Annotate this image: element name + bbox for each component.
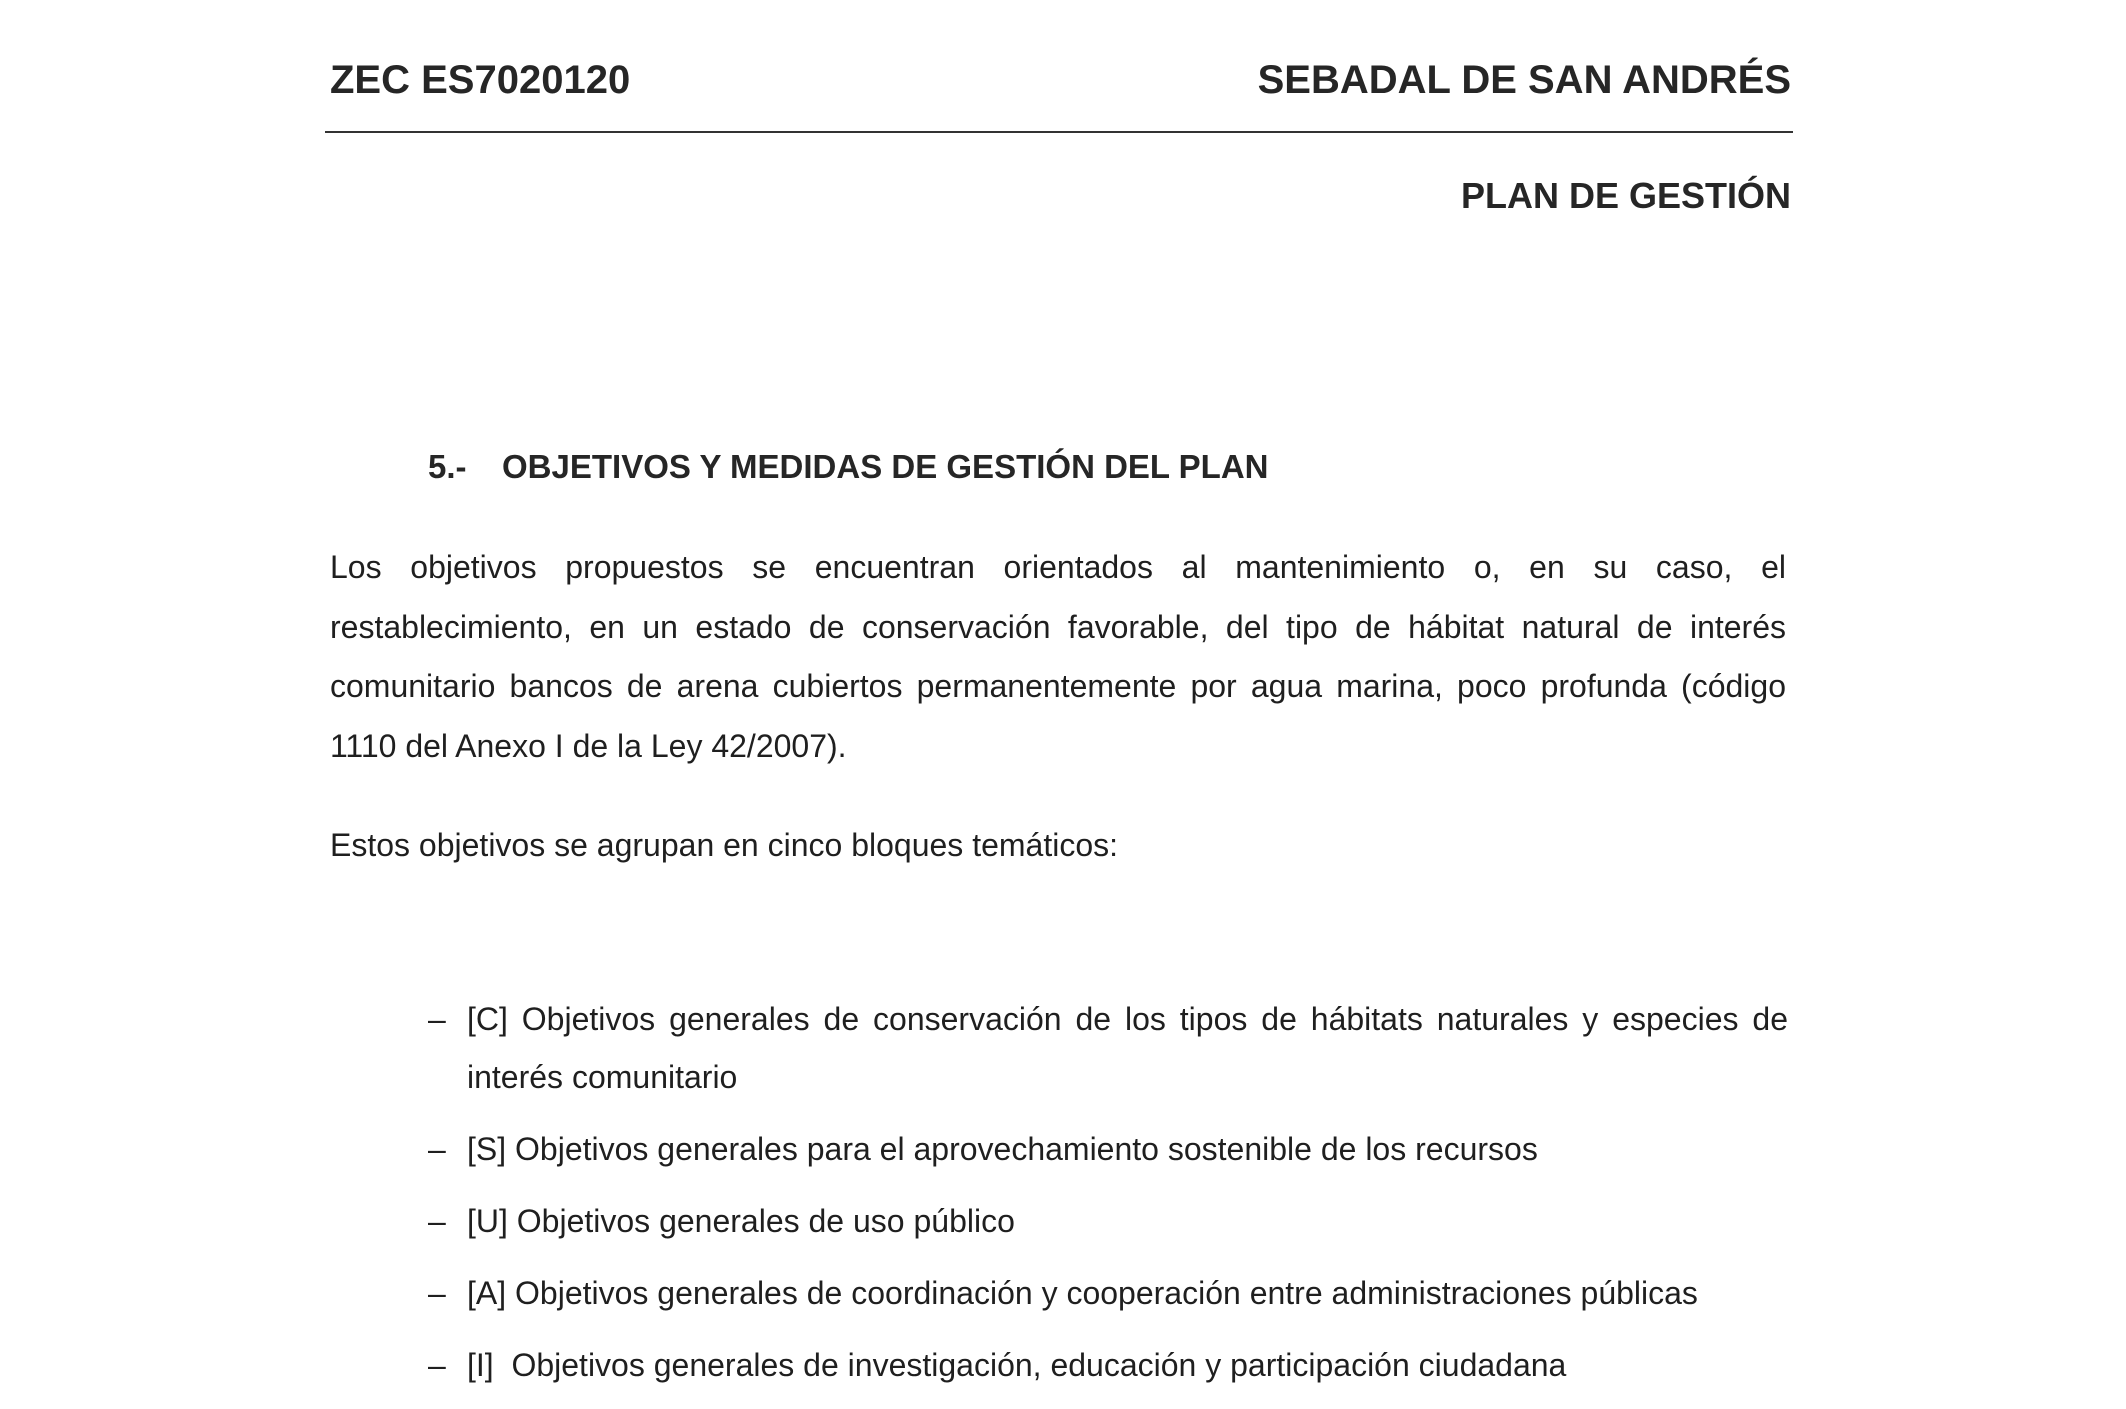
list-dash: – [428,1131,446,1167]
list-item-text: [U] Objetivos generales de uso público [467,1203,1015,1239]
header-site-name: SEBADAL DE SAN ANDRÉS [1257,58,1791,102]
list-item [428,1336,1788,1394]
list-dash: – [428,1203,446,1239]
section-number: 5.- [428,448,467,485]
list-item-text: [C] Objetivos generales de conservación de los tipos de hábitats naturales y especies de interés comunitario [467,1001,1788,1095]
list-item-text: [A] Objetivos generales de coordinación y cooperación entre administraciones públicas [467,1275,1698,1311]
header-divider [325,131,1793,133]
list-dash: – [428,1347,446,1383]
body-paragraph-blocks-intro: Estos objetivos se agrupan en cinco bloques temáticos: [330,827,1119,863]
document-subtitle: PLAN DE GESTIÓN [1460,175,1791,216]
thematic-blocks-list [428,990,1788,1408]
list-item [428,1120,1788,1178]
section-heading [428,448,1268,486]
list-item [428,1192,1788,1250]
list-item-text: [I] Objetivos generales de investigación, educación y participación ciudadana [467,1347,1567,1383]
list-dash: – [428,1275,446,1311]
list-dash: – [428,1001,446,1037]
header-zec-code: ZEC ES7020120 [330,58,631,102]
list-item [428,1264,1788,1322]
list-item [428,990,1788,1106]
list-item-text: [S] Objetivos generales para el aprovechamiento sostenible de los recursos [467,1131,1538,1167]
body-paragraph-objectives: Los objetivos propuestos se encuentran orientados al mantenimiento o, en su caso, el restablecimiento, en un estado de conservación favorable, del tipo de hábitat natural de interés comunitario bancos de arena cubiertos permanentemente por agua marina, poco profunda (código 1110 del Anexo I de la Ley 42/2007). [330,549,1786,764]
section-title: OBJETIVOS Y MEDIDAS DE GESTIÓN DEL PLAN [502,448,1269,485]
